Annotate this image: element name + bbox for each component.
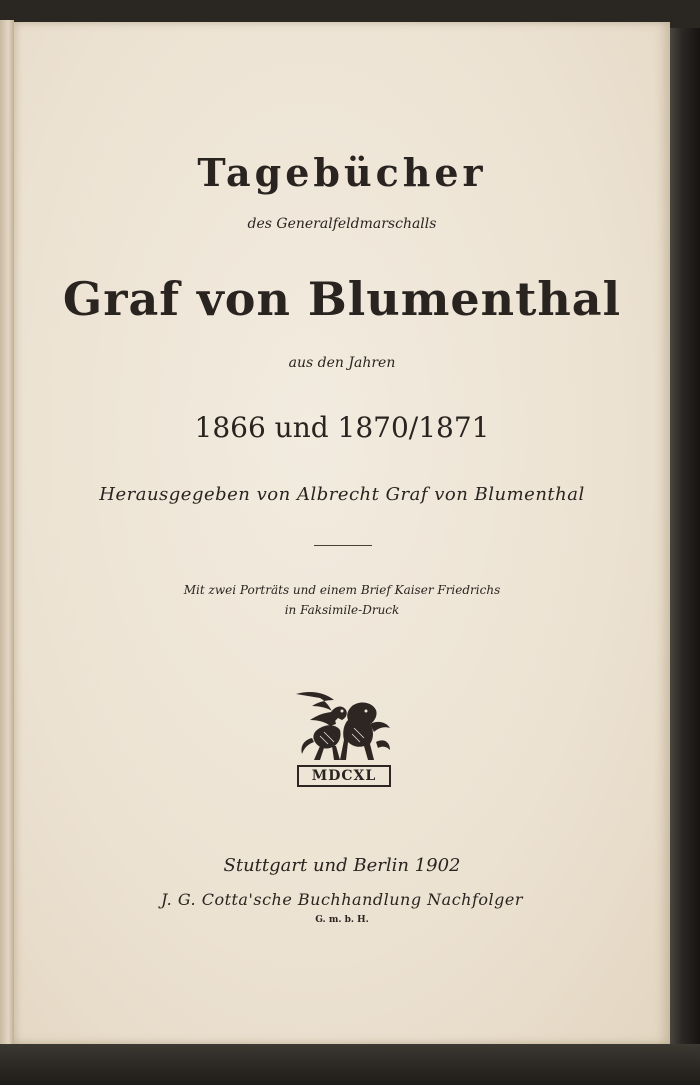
years-prefix: aus den Jahren: [288, 355, 396, 371]
book-spine-edge: [0, 20, 14, 1065]
book-title: Tagebücher: [197, 150, 487, 195]
publisher-name: J. G. Cotta'sche Buchhandlung Nachfolger: [160, 890, 524, 909]
editor-line: Herausgegeben von Albrecht Graf von Blumenthal: [99, 484, 585, 505]
subtitle-prefix: des Generalfeldmarschalls: [247, 216, 437, 232]
place-year: Stuttgart und Berlin 1902: [223, 855, 461, 876]
book-bottom-edge: [0, 1044, 700, 1085]
publisher-suffix: G. m. b. H.: [315, 915, 369, 925]
note-line-1: Mit zwei Porträts und einem Brief Kaiser Friedrichs: [183, 583, 501, 597]
note-line-2: in Faksimile-Druck: [284, 603, 400, 617]
title-page: [14, 22, 670, 1044]
divider-rule: [314, 545, 372, 546]
years: 1866 und 1870/1871: [194, 411, 490, 444]
publisher-mark: MDCXL: [297, 765, 391, 787]
book-right-edge: [670, 28, 700, 1085]
author-name: Graf von Blumenthal: [62, 272, 622, 326]
